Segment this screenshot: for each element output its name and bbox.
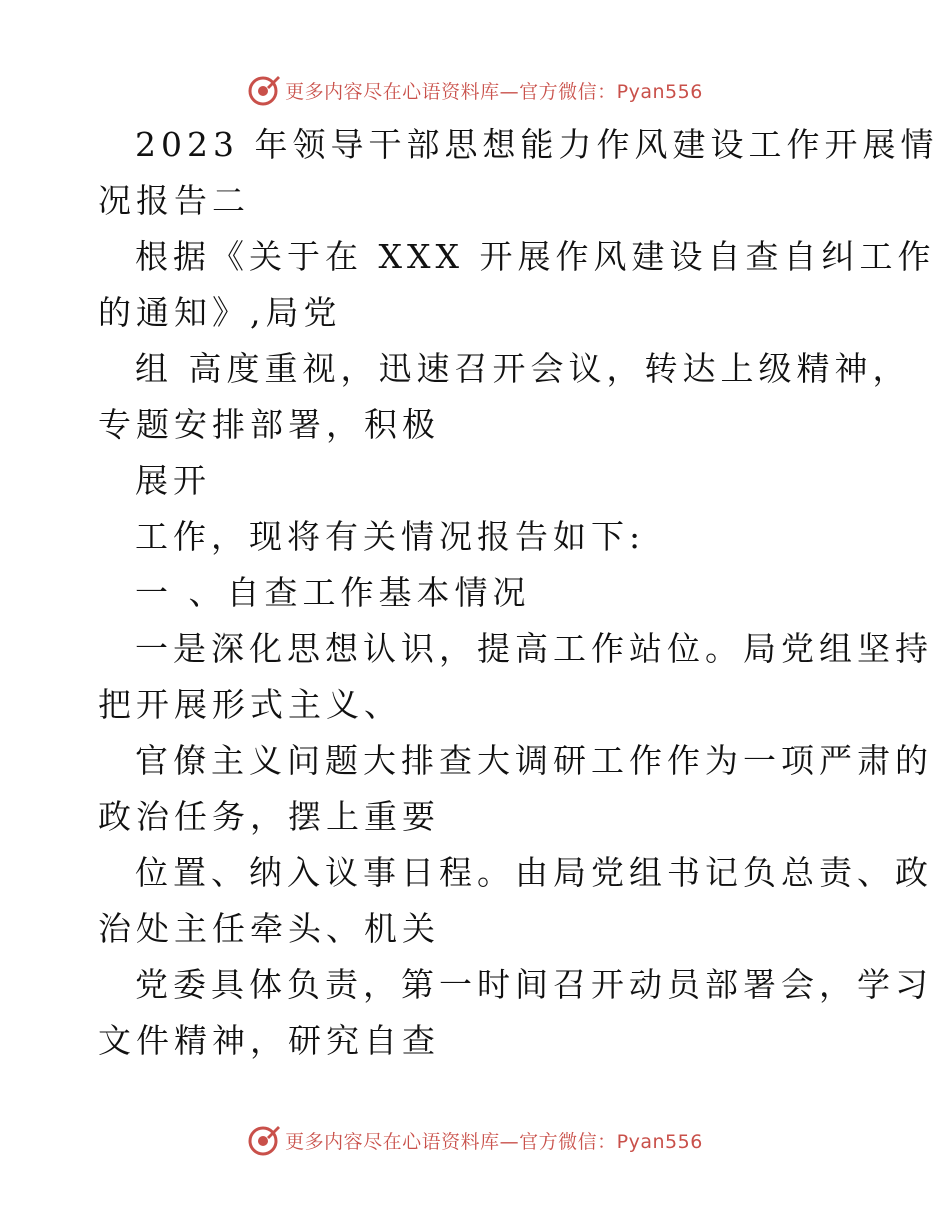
document-body <box>98 117 939 1069</box>
header-banner-text: 更多内容尽在心语资料库—官方微信：Pyan556 <box>285 80 703 103</box>
title-line-1: 2023 年领导干部思想能力作风建设工作开展情 <box>135 125 939 164</box>
paragraph-line: 根据《关于在 XXX 开展作风建设自查自纠工作 <box>135 237 936 276</box>
paragraph-line: 文件精神，研究自查 <box>98 1021 440 1060</box>
pen-logo-icon <box>247 1123 281 1157</box>
section-heading: 一 、自查工作基本情况 <box>135 573 531 612</box>
paragraph-line: 的通知》,局党 <box>98 293 342 332</box>
pen-logo-icon <box>247 73 281 107</box>
title-line-2: 况报告二 <box>98 181 250 220</box>
paragraph-line: 专题安排部署，积极 <box>98 405 440 444</box>
paragraph-line: 政治任务，摆上重要 <box>98 797 440 836</box>
paragraph-line: 治处主任牵头、机关 <box>98 909 440 948</box>
paragraph-line: 官僚主义问题大排查大调研工作作为一项严肃的 <box>135 741 933 780</box>
paragraph-line: 一是深化思想认识，提高工作站位。局党组坚持 <box>135 629 933 668</box>
paragraph-line: 展开 <box>135 461 211 500</box>
paragraph-line: 党委具体负责，第一时间召开动员部署会，学习 <box>135 965 933 1004</box>
paragraph-line: 工作，现将有关情况报告如下: <box>135 517 646 556</box>
paragraph-line: 组 高度重视，迅速召开会议，转达上级精神， <box>135 349 911 388</box>
paragraph-line: 位置、纳入议事日程。由局党组书记负总责、政 <box>135 853 933 892</box>
paragraph-line: 把开展形式主义、 <box>98 685 402 724</box>
footer-banner-text: 更多内容尽在心语资料库—官方微信：Pyan556 <box>285 1130 703 1153</box>
header-banner <box>0 70 950 110</box>
footer-banner <box>0 1120 950 1160</box>
